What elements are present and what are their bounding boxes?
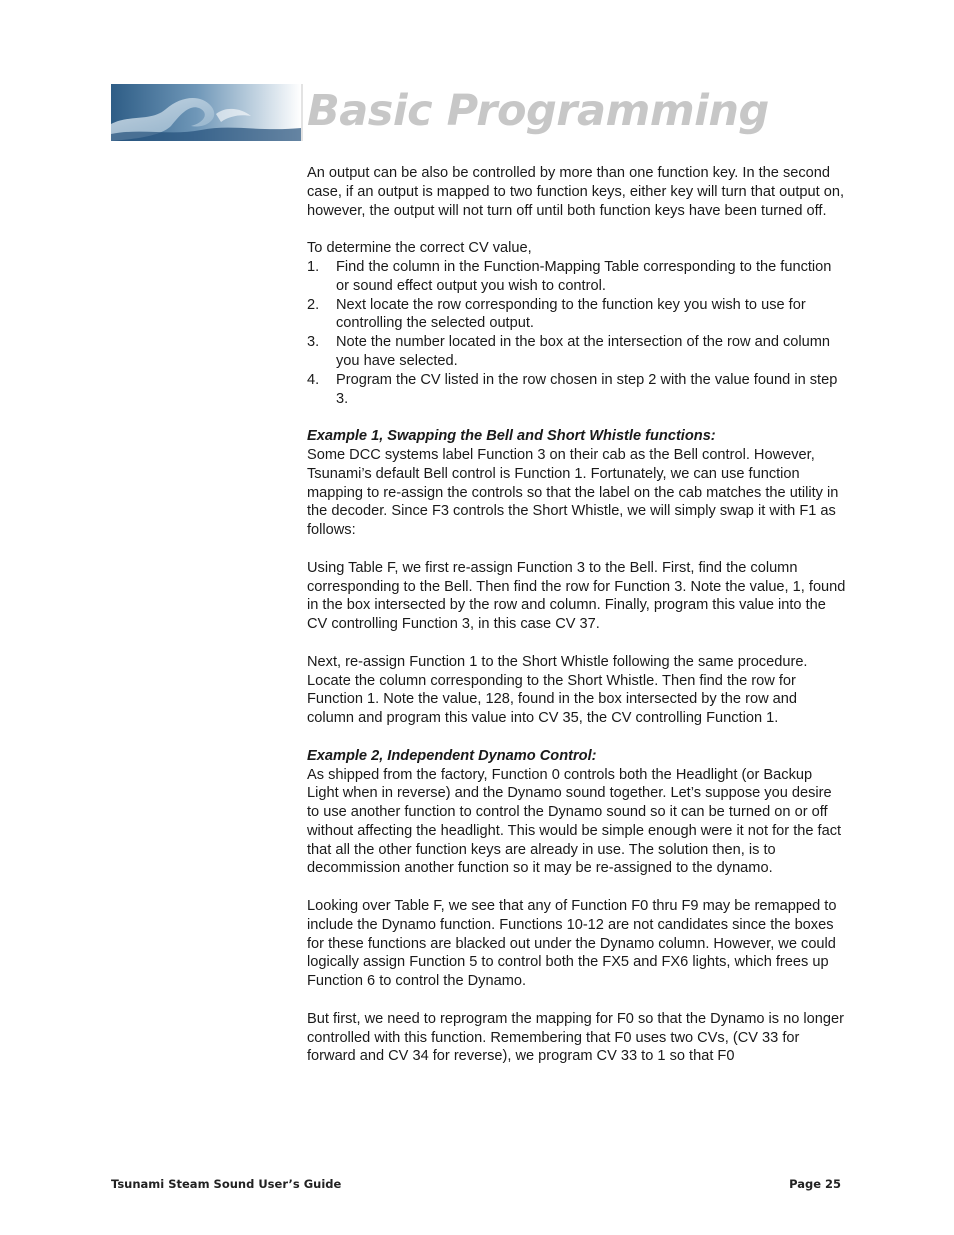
step-number: 3. — [307, 334, 320, 351]
example-2-heading: Example 2, Independent Dynamo Control: — [307, 747, 597, 764]
example-1-heading: Example 1, Swapping the Bell and Short Whistle functions: — [307, 428, 716, 445]
header-divider — [301, 84, 303, 141]
paragraph: Next, re-assign Function 1 to the Short Whistle following the same procedure. Locate the column corresponding to the Short Whistle. Then find the row for Function 1. Note the value, 128, found in the box intersected by the row and column and program this value into CV 35, the CV controlling Function 1. — [307, 653, 808, 727]
footer-guide-title: Tsunami Steam Sound User’s Guide — [111, 1177, 342, 1191]
step-number: 1. — [307, 258, 320, 275]
step-text: Find the column in the Function-Mapping Table corresponding to the function or sound effect output you wish to control. — [336, 258, 832, 294]
page-number: Page 25 — [789, 1177, 841, 1191]
steps-list — [307, 258, 847, 408]
list-item — [307, 296, 847, 334]
paragraph: Using Table F, we first re-assign Function 3 to the Bell. First, find the column corresponding to the Bell. Then find the row for Function 3. Note the value, 1, found in the box intersected by the row and column. Finally, program this value into the CV controlling Function 3, in this case CV 37. — [307, 559, 846, 633]
list-intro: To determine the correct CV value, — [307, 240, 532, 257]
list-item — [307, 371, 847, 409]
ocean-wave-image — [111, 84, 301, 141]
step-number: 4. — [307, 371, 320, 388]
step-number: 2. — [307, 296, 320, 313]
paragraph: Looking over Table F, we see that any of Function F0 thru F9 may be remapped to include the Dynamo function. Functions 10-12 are not candidates since the boxes for these functions are blacked out under the Dynamo column. However, we could logically assign Function 5 to control both the FX5 and FX6 lights, which frees up Function 6 to control the Dynamo. — [307, 898, 837, 990]
page-title: Basic Programming — [307, 86, 769, 136]
paragraph: But first, we need to reprogram the mapping for F0 so that the Dynamo is no longer controlled with this function. Remembering that F0 uses two CVs, (CV 33 for forward and CV 34 for reverse), we program CV 33 to 1 so that F0 — [307, 1010, 845, 1065]
paragraph: As shipped from the factory, Function 0 controls both the Headlight (or Backup Light when in reverse) and the Dynamo sound together. Let’s suppose you desire to use another function to control the Dynamo sound so it can be turned on or off without affecting the headlight. This would be simple enough were it not for the fact that all the other function keys are already in use. The solution then, is to decommission another function so it may be re-assigned to the dynamo. — [307, 766, 842, 877]
body-text — [307, 164, 847, 1085]
list-item — [307, 333, 847, 371]
step-text: Note the number located in the box at the intersection of the row and column you have selected. — [336, 334, 831, 369]
paragraph: An output can be also be controlled by more than one function key. In the second case, if an output is mapped to two function keys, either key will turn that output on, however, the output will not turn off until both function keys have been turned off. — [307, 165, 845, 219]
step-text: Next locate the row corresponding to the function key you wish to use for controlling the selected output. — [336, 296, 806, 332]
step-text: Program the CV listed in the row chosen in step 2 with the value found in step 3. — [336, 371, 838, 407]
list-item — [307, 258, 847, 296]
paragraph: Some DCC systems label Function 3 on their cab as the Bell control. However, Tsunami’s default Bell control is Function 1. Fortunately, we can use function mapping to re-assign the controls so that the label on the cab matches the utility in the decoder. Since F3 controls the Short Whistle, we will simply swap it with F1 as follows: — [307, 446, 839, 539]
